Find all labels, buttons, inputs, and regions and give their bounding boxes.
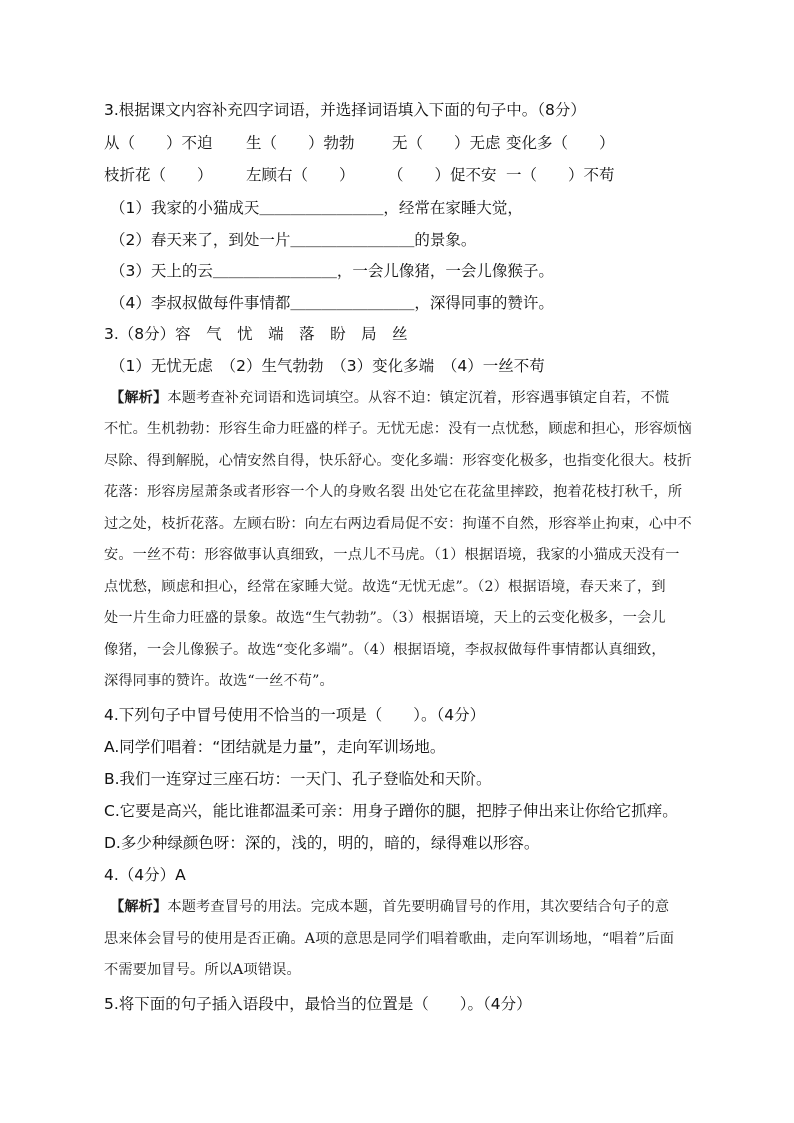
a3-analysis-line: 花落：形容房屋萧条或者形容一个人的身败名裂 出处它在花盆里摔跤，抱着花枝打秋千，所 xyxy=(104,484,683,500)
a3-analysis-line: 处一片生命力旺盛的景象。故选“生气勃勃”。（3）根据语境，天上的云变化极多，一会儿 xyxy=(104,610,666,626)
a3-analysis-line: 不忙。生机勃勃：形容生命力旺盛的样子。无忧无虑：没有一点忧愁，顾虑和担心，形容烦恼 xyxy=(104,421,692,437)
q3-sentence-2: （2）春天来了，到处一片＿＿＿＿＿＿＿＿的景象。 xyxy=(110,231,477,249)
a3-analysis-line: 安。一丝不苟：形容做事认真细致，一点儿不马虎。（1）根据语境，我家的小猫成天没有一 xyxy=(104,547,680,563)
analysis-tag: 【解析】 xyxy=(110,899,168,915)
q3-sentence-4: （4）李叔叔做每件事情都＿＿＿＿＿＿＿＿，深得同事的赞许。 xyxy=(110,294,554,312)
a4-analysis-line: 不需要加冒号。所以A项错误。 xyxy=(104,962,301,978)
a4-answer: 4.（4分）A xyxy=(104,866,186,884)
word-blank-item: 枝折花（ ） xyxy=(104,166,213,184)
q4-option-b: B.我们一连穿过三座石坊：一天门、孔子登临处和天阶。 xyxy=(104,770,492,788)
analysis-tag: 【解析】 xyxy=(110,390,168,406)
a3-analysis-line: 尽除、得到解脱，心情安然自得，快乐舒心。变化多端：形容变化极多，也指变化很大。枝折 xyxy=(104,453,692,469)
word-blank-item: （ ）促不安 xyxy=(388,166,497,184)
a3-answer-detail: （1）无忧无虑 （2）生气勃勃 （3）变化多端 （4）一丝不苟 xyxy=(110,357,545,375)
q5-title: 5.将下面的句子插入语段中，最恰当的位置是（ ）。（4分） xyxy=(104,995,532,1013)
q4-option-d: D.多少种绿颜色呀：深的，浅的，明的，暗的，绿得难以形容。 xyxy=(104,834,540,852)
a3-analysis-line: 过之处，枝折花落。左顾右盼：向左右两边看局促不安：拘谨不自然，形容举止拘束，心中不 xyxy=(104,516,692,532)
q3-sentence-3: （3）天上的云＿＿＿＿＿＿＿＿，一会儿像猪，一会儿像猴子。 xyxy=(110,262,554,280)
q4-option-a: A.同学们唱着：“团结就是力量”，走向军训场地。 xyxy=(104,738,446,756)
word-blank-item: 无（ ）无虑 xyxy=(392,134,501,152)
a3-analysis-line: 深得同事的赞许。故选“一丝不苟”。 xyxy=(104,673,334,689)
a4-analysis-line: 【解析】本题考查冒号的用法。完成本题，首先要明确冒号的作用，其次要结合句子的意 xyxy=(110,899,670,915)
a4-analysis-line: 思来体会冒号的使用是否正确。A项的意思是同学们唱着歌曲，走向军训场地，“唱着”后面 xyxy=(104,931,675,947)
q4-title: 4.下列句子中冒号使用不恰当的一项是（ ）。（4分） xyxy=(104,706,486,724)
a3-analysis-line: 像猪，一会儿像猴子。故选“变化多端”。（4）根据语境，李叔叔做每件事情都认真细致， xyxy=(104,642,666,658)
a3-analysis-line: 点忧愁，顾虑和担心，经常在家睡大觉。故选“无忧无虑”。（2）根据语境，春天来了，到 xyxy=(104,579,666,595)
word-blank-item: 一（ ）不苟 xyxy=(506,166,615,184)
word-blank-item: 生（ ）勃勃 xyxy=(246,134,355,152)
word-blank-item: 变化多（ ） xyxy=(506,134,615,152)
word-blank-item: 从（ ）不迫 xyxy=(104,134,213,152)
a3-analysis-line: 【解析】本题考查补充词语和选词填空。从容不迫：镇定沉着，形容遇事镇定自若，不慌 xyxy=(110,390,670,406)
q3-title: 3.根据课文内容补充四字词语，并选择词语填入下面的句子中。（8分） xyxy=(104,101,586,119)
a3-answer: 3.（8分）容 气 忧 端 落 盼 局 丝 xyxy=(104,325,408,343)
q4-option-c: C.它要是高兴，能比谁都温柔可亲：用身子蹭你的腿，把脖子伸出来让你给它抓痒。 xyxy=(104,802,678,820)
q3-sentence-1: （1）我家的小猫成天＿＿＿＿＿＿＿＿，经常在家睡大觉， xyxy=(110,199,523,217)
word-blank-item: 左顾右（ ） xyxy=(246,166,355,184)
